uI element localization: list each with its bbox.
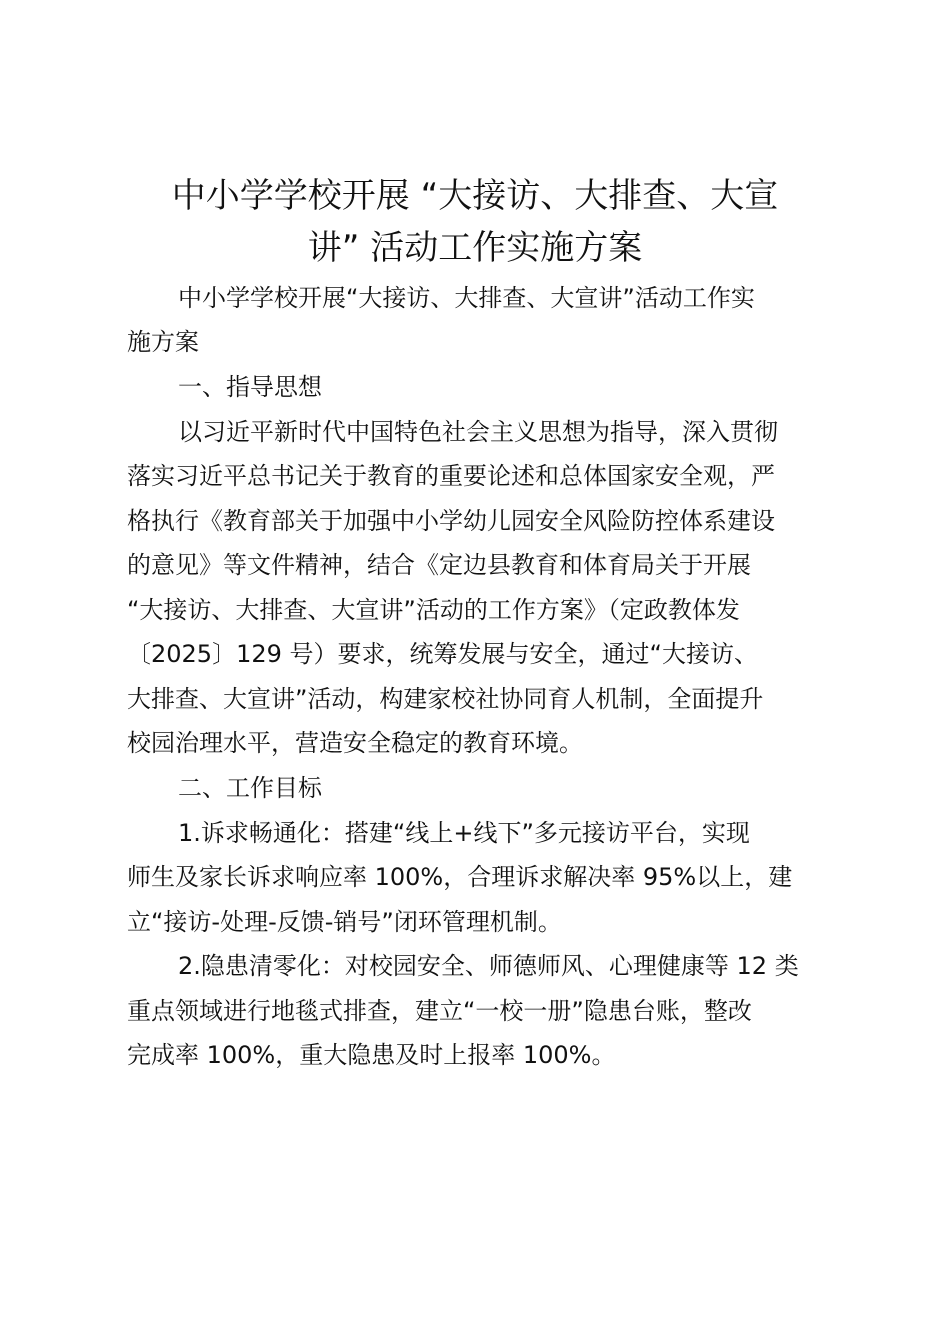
subtitle-line-1: 中小学学校开展“大接访、大排查、大宣讲”活动工作实: [178, 284, 755, 312]
paragraph-line: 的意见》等文件精神，结合《定边县教育和体育局关于开展: [127, 551, 751, 579]
paragraph-line: 〔2025〕129 号）要求，统筹发展与安全，通过“大接访、: [127, 640, 758, 668]
document-title-line-2: 讲” 活动工作实施方案: [307, 228, 643, 268]
paragraph-line: 大排查、大宣讲”活动，构建家校社协同育人机制，全面提升: [127, 685, 764, 713]
document-title-line-1: 中小学学校开展 “大接访、大排查、大宣: [171, 176, 779, 216]
paragraph-line: “大接访、大排查、大宣讲”活动的工作方案》（定政教体发: [127, 596, 740, 624]
goal-1-line: 师生及家长诉求响应率 100%，合理诉求解决率 95%以上，建: [127, 863, 793, 891]
paragraph-line: 以习近平新时代中国特色社会主义思想为指导，深入贯彻: [178, 418, 778, 446]
paragraph-line: 落实习近平总书记关于教育的重要论述和总体国家安全观，严: [127, 462, 775, 490]
section-heading-guiding-thought: 一、指导思想: [178, 373, 322, 401]
section-heading-work-goals: 二、工作目标: [178, 774, 322, 802]
goal-1-line: 1.诉求畅通化：搭建“线上+线下”多元接访平台，实现: [178, 819, 750, 847]
goal-1-line: 立“接访-处理-反馈-销号”闭环管理机制。: [127, 908, 562, 936]
goal-2-line: 2.隐患清零化：对校园安全、师德师风、心理健康等 12 类: [178, 952, 799, 980]
goal-2-line: 重点领域进行地毯式排查，建立“一校一册”隐患台账，整改: [127, 997, 752, 1025]
goal-2-line: 完成率 100%，重大隐患及时上报率 100%。: [127, 1041, 616, 1069]
paragraph-line: 格执行《教育部关于加强中小学幼儿园安全风险防控体系建设: [127, 507, 775, 535]
paragraph-line: 校园治理水平，营造安全稳定的教育环境。: [127, 729, 583, 757]
subtitle-line-2: 施方案: [127, 328, 199, 356]
